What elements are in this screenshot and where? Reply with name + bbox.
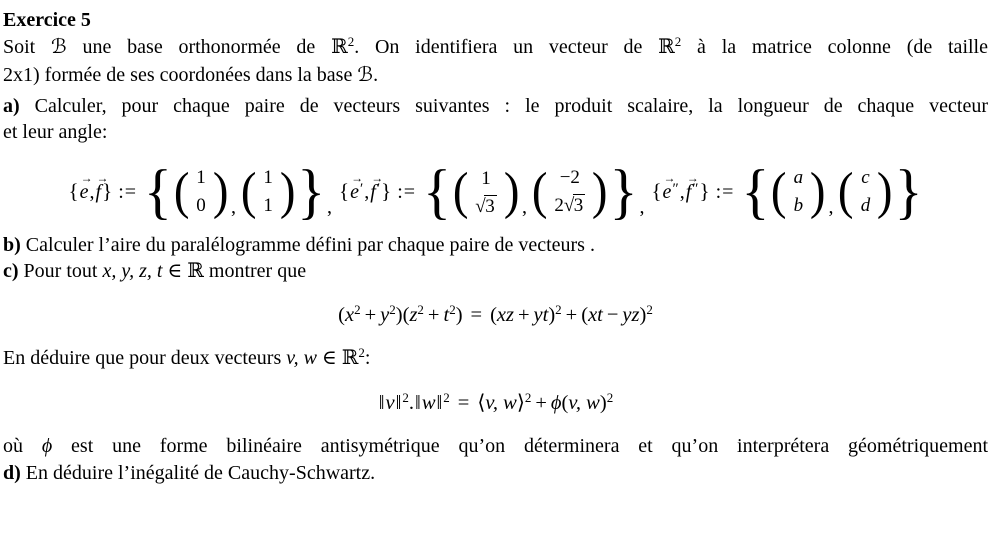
right-paren-icon: ) — [877, 162, 893, 220]
intro-text: . On identifiera un vecteur de — [354, 35, 659, 58]
intro-text: . — [373, 64, 379, 86]
big-left-brace-icon: { — [741, 156, 770, 226]
intro-text: à la matrice colonne (de taille — [681, 35, 988, 58]
pair2-label — [339, 171, 423, 204]
script-B-symbol: ℬ — [357, 64, 374, 86]
define-equals-symbol: := — [397, 181, 417, 203]
right-brace-icon: } — [102, 179, 113, 203]
vector-e-doubleprime: → e — [662, 171, 675, 203]
left-paren-icon: ( — [531, 162, 548, 220]
vector-f: → f — [95, 171, 108, 203]
comma: , — [679, 181, 685, 203]
comma: , — [89, 181, 95, 203]
item-a-label: a) — [3, 94, 20, 117]
vector-f-doubleprime: → f — [685, 171, 698, 203]
right-paren-icon: ) — [212, 162, 229, 220]
deduce-text: : — [364, 346, 371, 369]
phi-line-text: où — [3, 435, 42, 457]
intro-line-2 — [3, 62, 988, 89]
left-brace-icon: { — [68, 179, 79, 203]
comma: , — [522, 196, 528, 218]
element-of-symbol: ∈ — [321, 346, 337, 369]
intro-text: 2x1) formée de ses coordonées dans la base — [3, 64, 358, 86]
phi-symbol: ϕ — [41, 435, 53, 457]
vector-arrow-icon: → — [351, 171, 363, 185]
exercise-title — [3, 7, 988, 34]
reals-symbol: ℝ — [341, 346, 359, 369]
right-paren-icon: ) — [279, 162, 296, 220]
item-a-line-2 — [3, 119, 988, 146]
vector-arrow-icon: → — [80, 171, 92, 185]
identity-equation: $(x^2 + y^2)(z^2 + t^2) = (xz + yt)^2 + (xt - yz)^2$ — [338, 301, 653, 326]
comma: , — [639, 196, 645, 218]
right-brace-icon: } — [381, 179, 392, 203]
right-brace-icon: } — [699, 179, 710, 203]
vector-pairs-equation — [3, 156, 988, 226]
right-paren-icon: ) — [592, 162, 608, 220]
norm-bars-icon: ‖ — [436, 392, 443, 414]
double-prime-symbol: ″ — [692, 181, 699, 197]
item-b-label: b) — [3, 233, 21, 256]
item-c-text: montrer que — [203, 260, 307, 282]
item-c-label: c) — [3, 260, 19, 282]
double-prime-symbol: ″ — [672, 181, 679, 197]
column-vector: ( c d ) — [838, 162, 893, 220]
column-vector: ( 1 √ 3 ) — [452, 162, 520, 220]
left-paren-icon: ( — [838, 162, 854, 220]
norm-bars-icon: ‖ — [395, 392, 402, 414]
sqrt-icon: √ — [475, 195, 486, 217]
phi-line-text: est une forme bilinéaire antisymétrique qu’on déterminera et qu’on interprétera géométriquement — [52, 435, 988, 457]
left-paren-icon: ( — [173, 162, 190, 220]
norm-bars-icon: ‖ — [415, 392, 421, 414]
superscript-2: 2 — [358, 344, 365, 360]
phi-symbol: ϕ — [550, 392, 562, 414]
item-d-label: d) — [3, 461, 21, 484]
column-vector: ( 1 0 ) — [173, 162, 229, 220]
big-right-brace-icon: } — [297, 156, 326, 226]
reals-symbol: ℝ — [658, 35, 675, 58]
prime-symbol: ′ — [376, 181, 381, 197]
math-variables: x, y, z, t — [102, 260, 163, 282]
vector-arrow-icon: → — [371, 171, 383, 185]
item-d-text: En déduire l’inégalité de Cauchy-Schwartz. — [20, 461, 376, 484]
vector-e-prime: → e — [350, 171, 363, 203]
vector-arrow-icon: → — [686, 171, 698, 185]
big-left-brace-icon: { — [423, 156, 451, 226]
deduce-text: En déduire que pour deux vecteurs — [3, 346, 287, 369]
superscript-2: 2 — [347, 33, 355, 49]
vector-arrow-icon: → — [96, 171, 108, 185]
column-vector: ( 1 1 ) — [240, 162, 296, 220]
item-a-text: et leur angle: — [3, 121, 108, 143]
script-B-symbol: ℬ — [51, 35, 67, 58]
vector-e: → e — [79, 171, 92, 203]
prime-symbol: ′ — [360, 181, 364, 197]
phi-line — [3, 433, 988, 460]
define-equals-symbol: := — [715, 181, 735, 203]
reals-symbol: ℝ — [187, 260, 204, 282]
left-brace-icon: { — [651, 179, 662, 203]
intro-text: Soit — [3, 35, 52, 58]
left-brace-icon: { — [339, 179, 350, 203]
intro-text: une base orthonormée de — [66, 35, 332, 58]
sqrt-icon: √ — [563, 194, 575, 216]
pair3-label — [651, 171, 741, 204]
left-paren-icon: ( — [771, 162, 787, 220]
intro-line-1 — [3, 34, 988, 63]
item-c-text: Pour tout — [18, 260, 103, 282]
left-angle-bracket-icon: ⟨ — [477, 392, 486, 414]
norm-equation: ‖v‖$^2$.‖w‖$^2$ = ⟨v, w⟩$^2$ + ϕ(v, w)$^2$ — [378, 390, 614, 414]
comma: , — [828, 196, 834, 218]
comma: , — [231, 196, 237, 218]
item-d-line — [3, 460, 988, 487]
document-page — [3, 7, 988, 486]
column-vector: ( −2 2 √ 3 ) — [531, 162, 608, 220]
right-paren-icon: ) — [503, 162, 520, 220]
left-paren-icon: ( — [240, 162, 257, 220]
exercise-title-text: Exercice 5 — [3, 9, 91, 31]
reals-symbol: ℝ — [331, 35, 348, 58]
left-paren-icon: ( — [452, 162, 469, 220]
pair1-label — [68, 171, 144, 204]
big-left-brace-icon: { — [144, 156, 172, 226]
define-equals-symbol: := — [118, 181, 138, 203]
superscript-2: 2 — [674, 33, 682, 49]
vector-f-prime: → f — [370, 171, 383, 203]
item-b-text: Calculer l’aire du paralélogramme défini par chaque paire de vecteurs . — [20, 233, 595, 256]
comma: , — [327, 196, 333, 218]
comma: , — [364, 181, 370, 203]
item-a-text: Calculer, pour chaque paire de vecteurs suivantes : le produit scalaire, la longueur de chaque vecteur — [19, 94, 988, 117]
big-right-brace-icon: } — [609, 156, 638, 226]
item-c-line — [3, 258, 988, 285]
vector-arrow-icon: → — [663, 171, 675, 185]
item-b-line — [3, 232, 988, 259]
element-of-symbol: ∈ — [167, 260, 183, 282]
math-variables: v, w — [286, 346, 317, 369]
big-right-brace-icon: } — [894, 156, 923, 226]
norm-bars-icon: ‖ — [378, 392, 385, 414]
right-angle-bracket-icon: ⟩ — [516, 392, 525, 414]
column-vector: ( a b ) — [771, 162, 826, 220]
deduce-line — [3, 345, 988, 374]
item-a-line-1 — [3, 93, 988, 120]
right-paren-icon: ) — [809, 162, 826, 220]
